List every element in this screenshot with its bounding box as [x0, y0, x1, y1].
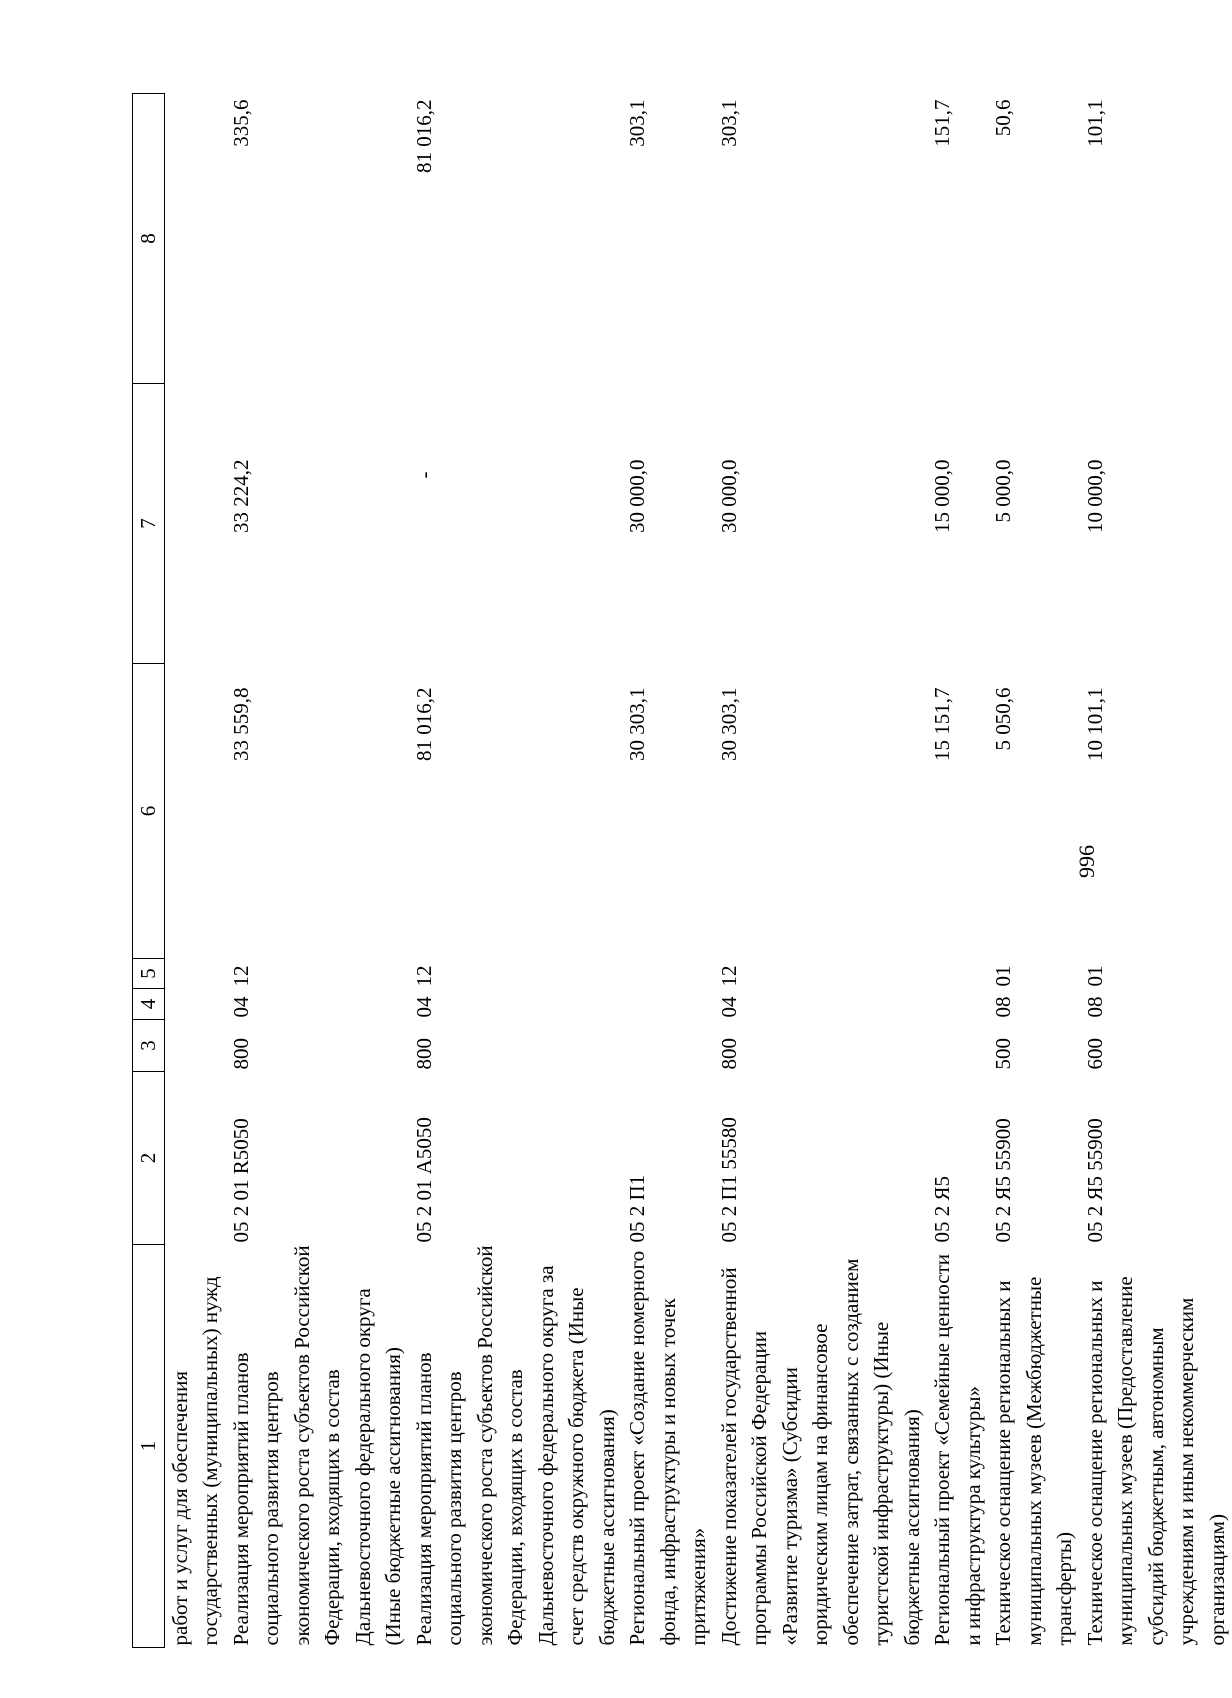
- row-c4: 08: [1082, 996, 1107, 1018]
- column-header: 5: [133, 959, 165, 989]
- column-header: 6: [133, 664, 165, 959]
- row-c3: [164, 1020, 226, 1072]
- row-c5: 12: [228, 965, 253, 987]
- row-c8: [164, 94, 226, 384]
- table-row: [927, 94, 988, 1648]
- column-header: 8: [133, 94, 165, 384]
- row-name: Региональный проект «Создание номерного фонда, инфраструктуры и новых точек притяжения»: [625, 1250, 710, 1646]
- row-c3: 500: [991, 1038, 1015, 1070]
- row-c5: 12: [411, 965, 436, 987]
- row-c3: [927, 1020, 988, 1072]
- row-c4: 04: [228, 996, 253, 1018]
- row-c4: [164, 989, 226, 1020]
- table-row: [226, 94, 409, 1648]
- row-c4: 08: [991, 996, 1015, 1018]
- row-c3: 800: [228, 1038, 253, 1070]
- row-c5: [622, 959, 714, 989]
- table-row: [164, 94, 226, 1648]
- row-c4: [927, 989, 988, 1020]
- row-code: [164, 1072, 226, 1245]
- row-name: Техническое оснащение региональных и муниципальных музеев (Межбюджетные трансферты): [991, 1276, 1076, 1646]
- row-name: работ и услуг для обеспечения государственных (муниципальных) нужд: [167, 1276, 222, 1646]
- row-c3: 600: [1082, 1038, 1107, 1070]
- row-c6: 30 303,1: [716, 687, 741, 761]
- row-c6: 10 101,1: [1082, 687, 1107, 761]
- row-c6: 15 151,7: [930, 687, 954, 761]
- row-name: Реализация мероприятий планов социального развития центров экономического роста субъектов Российской Федерации, входящих в состав Дальневосточного федерального округа (Иные бюджетные ассигнования): [228, 1245, 405, 1646]
- row-name: Достижение показателей государственной программы Российской Федерации «Развитие туризма» (Субсидии юридическим лицам на финансовое обеспечение затрат, связанных с созданием туристской инфраструктуры) (Иные бюджетные ассигнования): [716, 1258, 924, 1646]
- row-c5: 01: [991, 965, 1015, 987]
- row-c7: 15 000,0: [930, 459, 954, 533]
- column-header: 7: [133, 384, 165, 664]
- column-header: 3: [133, 1020, 165, 1072]
- table-row: [988, 94, 1080, 1648]
- row-c5: 12: [716, 965, 741, 987]
- row-code: 05 2 П1 55580: [716, 1117, 741, 1243]
- row-c3: 800: [716, 1038, 741, 1070]
- row-c6: 81 016,2: [411, 687, 436, 761]
- row-c8: 303,1: [625, 99, 649, 147]
- row-c6: 5 050,6: [991, 687, 1015, 751]
- row-c3: 800: [411, 1038, 436, 1070]
- row-c8: 101,1: [1082, 99, 1107, 147]
- row-c5: 01: [1082, 965, 1107, 987]
- row-c4: [622, 989, 714, 1020]
- row-name: Региональный проект «Семейные ценности и инфраструктура культуры»: [930, 1253, 985, 1646]
- page-number: 996: [1074, 845, 1099, 878]
- row-c8: 335,6: [228, 99, 253, 147]
- row-c7: 30 000,0: [716, 459, 741, 533]
- row-c6: 30 303,1: [625, 687, 649, 761]
- row-c3: [622, 1020, 714, 1072]
- row-c4: 04: [716, 996, 741, 1018]
- row-c6: [164, 664, 226, 959]
- row-c8: 151,7: [930, 99, 954, 147]
- row-code: 05 2 01 А5050: [411, 1117, 436, 1243]
- header-row: [133, 94, 165, 1648]
- column-header: 4: [133, 989, 165, 1020]
- row-code: 05 2 Я5 55900: [1082, 1118, 1107, 1243]
- row-c5: [927, 959, 988, 989]
- row-name: Реализация мероприятий планов социального развития центров экономического роста субъектов Российской Федерации, входящих в состав Дальневосточного федерального округа за счет средств окружного бюджета (Иные бюджетные ассигнования): [411, 1245, 619, 1646]
- row-c8: 81 016,2: [411, 99, 436, 173]
- column-header: 2: [133, 1072, 165, 1245]
- row-name: Техническое оснащение региональных и муниципальных музеев (Предоставление субсидий бюджетным, автономным учреждениям и иным некоммерческим организациям): [1082, 1276, 1229, 1646]
- row-c4: 04: [411, 996, 436, 1018]
- row-code: 05 2 Я5: [930, 1175, 954, 1243]
- table-row: [409, 94, 623, 1648]
- row-c8: 50,6: [991, 99, 1015, 137]
- table-row: [622, 94, 714, 1648]
- row-code: 05 2 П1: [625, 1174, 649, 1243]
- row-c7: 30 000,0: [625, 459, 649, 533]
- budget-table: [132, 93, 1232, 1648]
- row-c7: 5 000,0: [991, 459, 1015, 523]
- row-c7: -: [411, 471, 436, 479]
- table-row: [714, 94, 928, 1648]
- row-c7: [164, 384, 226, 664]
- row-c5: [164, 959, 226, 989]
- table-row: [1080, 94, 1232, 1648]
- row-code: 05 2 01 R5050: [228, 1118, 253, 1243]
- row-code: 05 2 Я5 55900: [991, 1118, 1015, 1243]
- row-c8: 303,1: [716, 99, 741, 147]
- row-c7: 33 224,2: [228, 459, 253, 533]
- row-c6: 33 559,8: [228, 687, 253, 761]
- row-c7: 10 000,0: [1082, 459, 1107, 533]
- column-header: 1: [133, 1245, 165, 1648]
